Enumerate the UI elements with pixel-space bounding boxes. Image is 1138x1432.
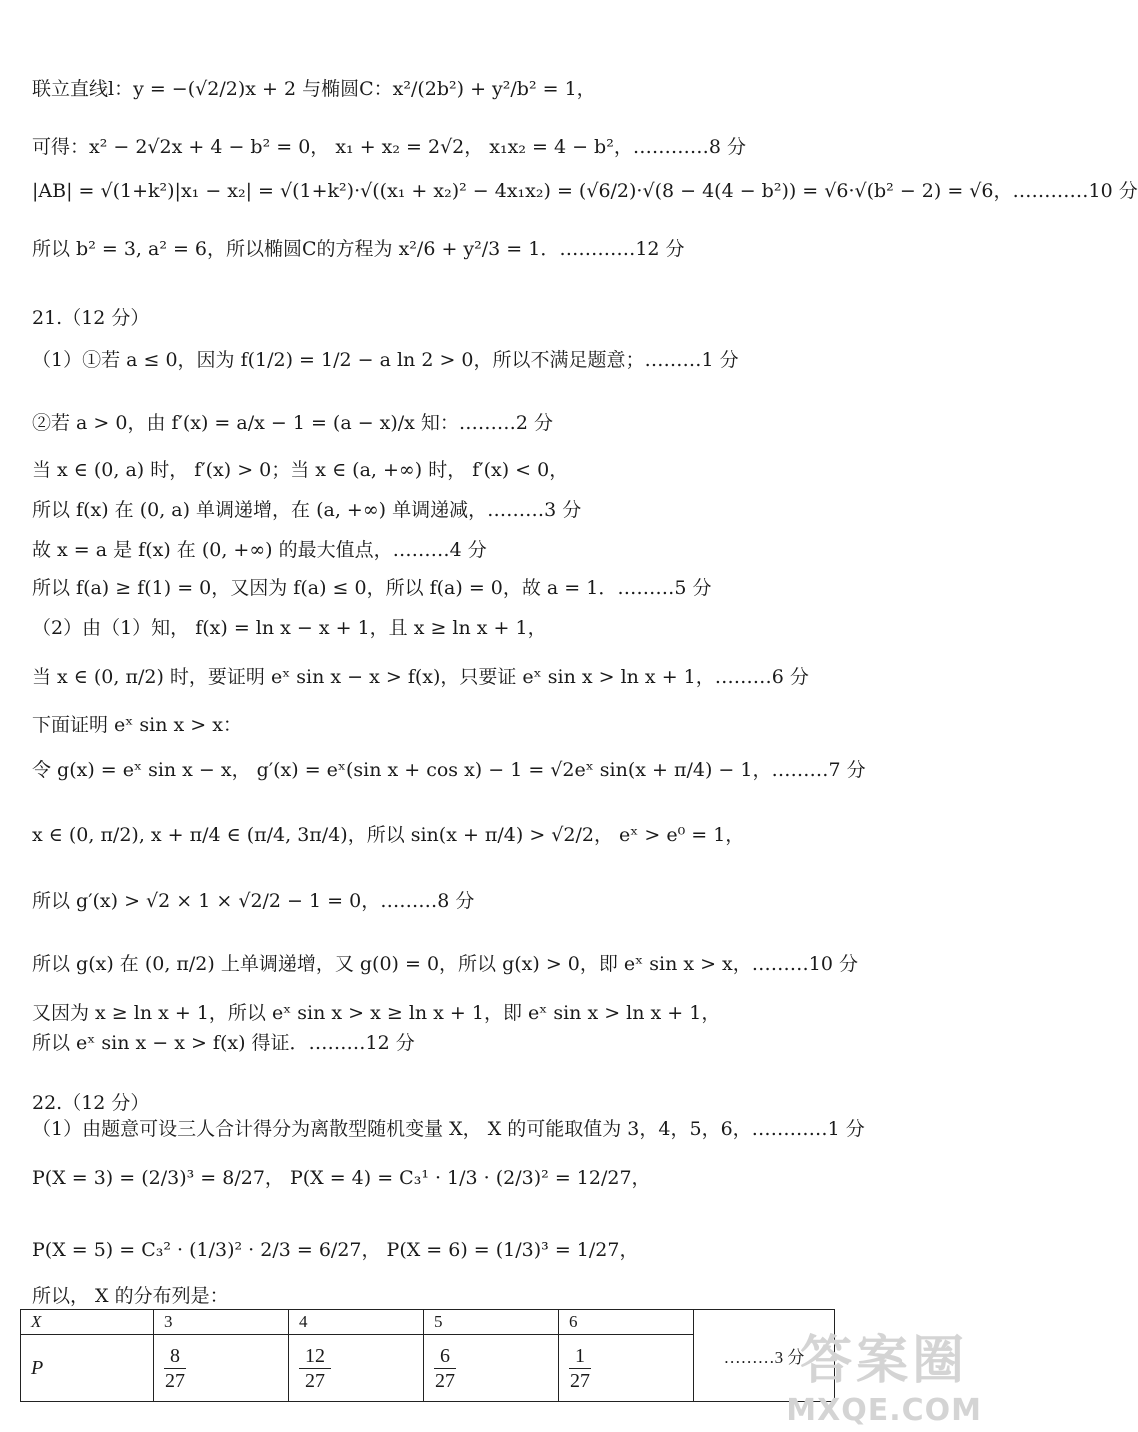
solution-line: 所以 b² = 3, a² = 6，所以椭圆C的方程为 x²/6 + y²/3 = 1．…………12 分 (32, 238, 685, 260)
solution-line: P(X = 3) = (2/3)³ = 8/27， P(X = 4) = C₃¹ · 1/3 · (2/3)² = 12/27， (32, 1167, 651, 1189)
solution-line: 所以， X 的分布列是： (32, 1285, 229, 1307)
prob-numerator: 1 (569, 1344, 591, 1369)
x-value-cell: 3 (154, 1310, 289, 1335)
prob-numerator: 8 (164, 1344, 186, 1369)
solution-line: 下面证明 eˣ sin x > x： (32, 714, 242, 736)
prob-cell (424, 1335, 559, 1402)
solution-line: 所以 eˣ sin x − x > f(x) 得证．………12 分 (32, 1032, 415, 1054)
x-value-cell: 6 (559, 1310, 694, 1335)
row-header-x: X (21, 1310, 154, 1335)
solution-line: x ∈ (0, π/2), x + π/4 ∈ (π/4, 3π/4)，所以 sin(x + π/4) > √2/2， eˣ > e⁰ = 1， (32, 824, 745, 846)
watermark-logo: 答案圈 MXQE.COM (786, 1331, 982, 1428)
table-row-x (21, 1310, 835, 1335)
prob-numerator: 6 (434, 1344, 456, 1369)
solution-line: P(X = 5) = C₃² · (1/3)² · 2/3 = 6/27， P(X = 6) = (1/3)³ = 1/27， (32, 1239, 639, 1261)
solution-line: 所以 g(x) 在 (0, π/2) 上单调递增，又 g(0) = 0，所以 g(x) > 0，即 eˣ sin x > x，………10 分 (32, 953, 858, 975)
prob-denominator: 27 (435, 1369, 455, 1392)
row-header-p: P (21, 1335, 154, 1402)
prob-numerator: 12 (299, 1344, 331, 1369)
solution-line: 当 x ∈ (0, π/2) 时，要证明 eˣ sin x − x > f(x)，只要证 eˣ sin x > ln x + 1，………6 分 (32, 666, 809, 688)
solution-line: （1）由题意可设三人合计得分为离散型随机变量 X， X 的可能取值为 3，4，5，6，…………1 分 (32, 1118, 865, 1140)
solution-line: 联立直线l：y = −(√2/2)x + 2 与椭圆C：x²/(2b²) + y²/b² = 1， (32, 78, 596, 100)
solution-line: 可得：x² − 2√2x + 4 − b² = 0， x₁ + x₂ = 2√2， x₁x₂ = 4 − b²，…………8 分 (32, 136, 746, 158)
prob-cell (289, 1335, 424, 1402)
solution-line: 所以 f(x) 在 (0, a) 单调递增，在 (a, +∞) 单调递减，………3 分 (32, 499, 582, 521)
prob-cell (559, 1335, 694, 1402)
solution-line: （1）①若 a ≤ 0，因为 f(1/2) = 1/2 − a ln 2 > 0，所以不满足题意；………1 分 (32, 349, 739, 371)
solution-line: 当 x ∈ (0, a) 时， f′(x) > 0；当 x ∈ (a, +∞) 时， f′(x) < 0， (32, 459, 569, 481)
prob-denominator: 27 (305, 1369, 325, 1392)
solution-line: 又因为 x ≥ ln x + 1，所以 eˣ sin x > x ≥ ln x + 1，即 eˣ sin x > ln x + 1， (32, 1002, 721, 1024)
x-value-cell: 4 (289, 1310, 424, 1335)
solution-line: 21.（12 分） (32, 307, 150, 329)
prob-denominator: 27 (570, 1369, 590, 1392)
score-note-cell: ………3 分 (694, 1310, 835, 1402)
solution-line: |AB| = √(1+k²)|x₁ − x₂| = √(1+k²)·√((x₁ + x₂)² − 4x₁x₂) = (√6/2)·√(8 − 4(4 − b²)) = √6·√(b² − 2) = √6，…………10 分 (32, 180, 1138, 202)
solution-line: 所以 f(a) ≥ f(1) = 0，又因为 f(a) ≤ 0，所以 f(a) = 0，故 a = 1．………5 分 (32, 577, 712, 599)
solution-line: ②若 a > 0，由 f′(x) = a/x − 1 = (a − x)/x 知：………2 分 (32, 412, 554, 434)
prob-cell (154, 1335, 289, 1402)
solution-line: 令 g(x) = eˣ sin x − x， g′(x) = eˣ(sin x + cos x) − 1 = √2eˣ sin(x + π/4) − 1，………7 分 (32, 759, 866, 781)
solution-line: 22.（12 分） (32, 1092, 150, 1114)
prob-denominator: 27 (165, 1369, 185, 1392)
distribution-table (20, 1309, 835, 1402)
x-value-cell: 5 (424, 1310, 559, 1335)
solution-line: 所以 g′(x) > √2 × 1 × √2/2 − 1 = 0，………8 分 (32, 890, 475, 912)
solution-line: 故 x = a 是 f(x) 在 (0, +∞) 的最大值点，………4 分 (32, 539, 487, 561)
solution-line: （2）由（1）知， f(x) = ln x − x + 1，且 x ≥ ln x + 1， (32, 617, 547, 639)
